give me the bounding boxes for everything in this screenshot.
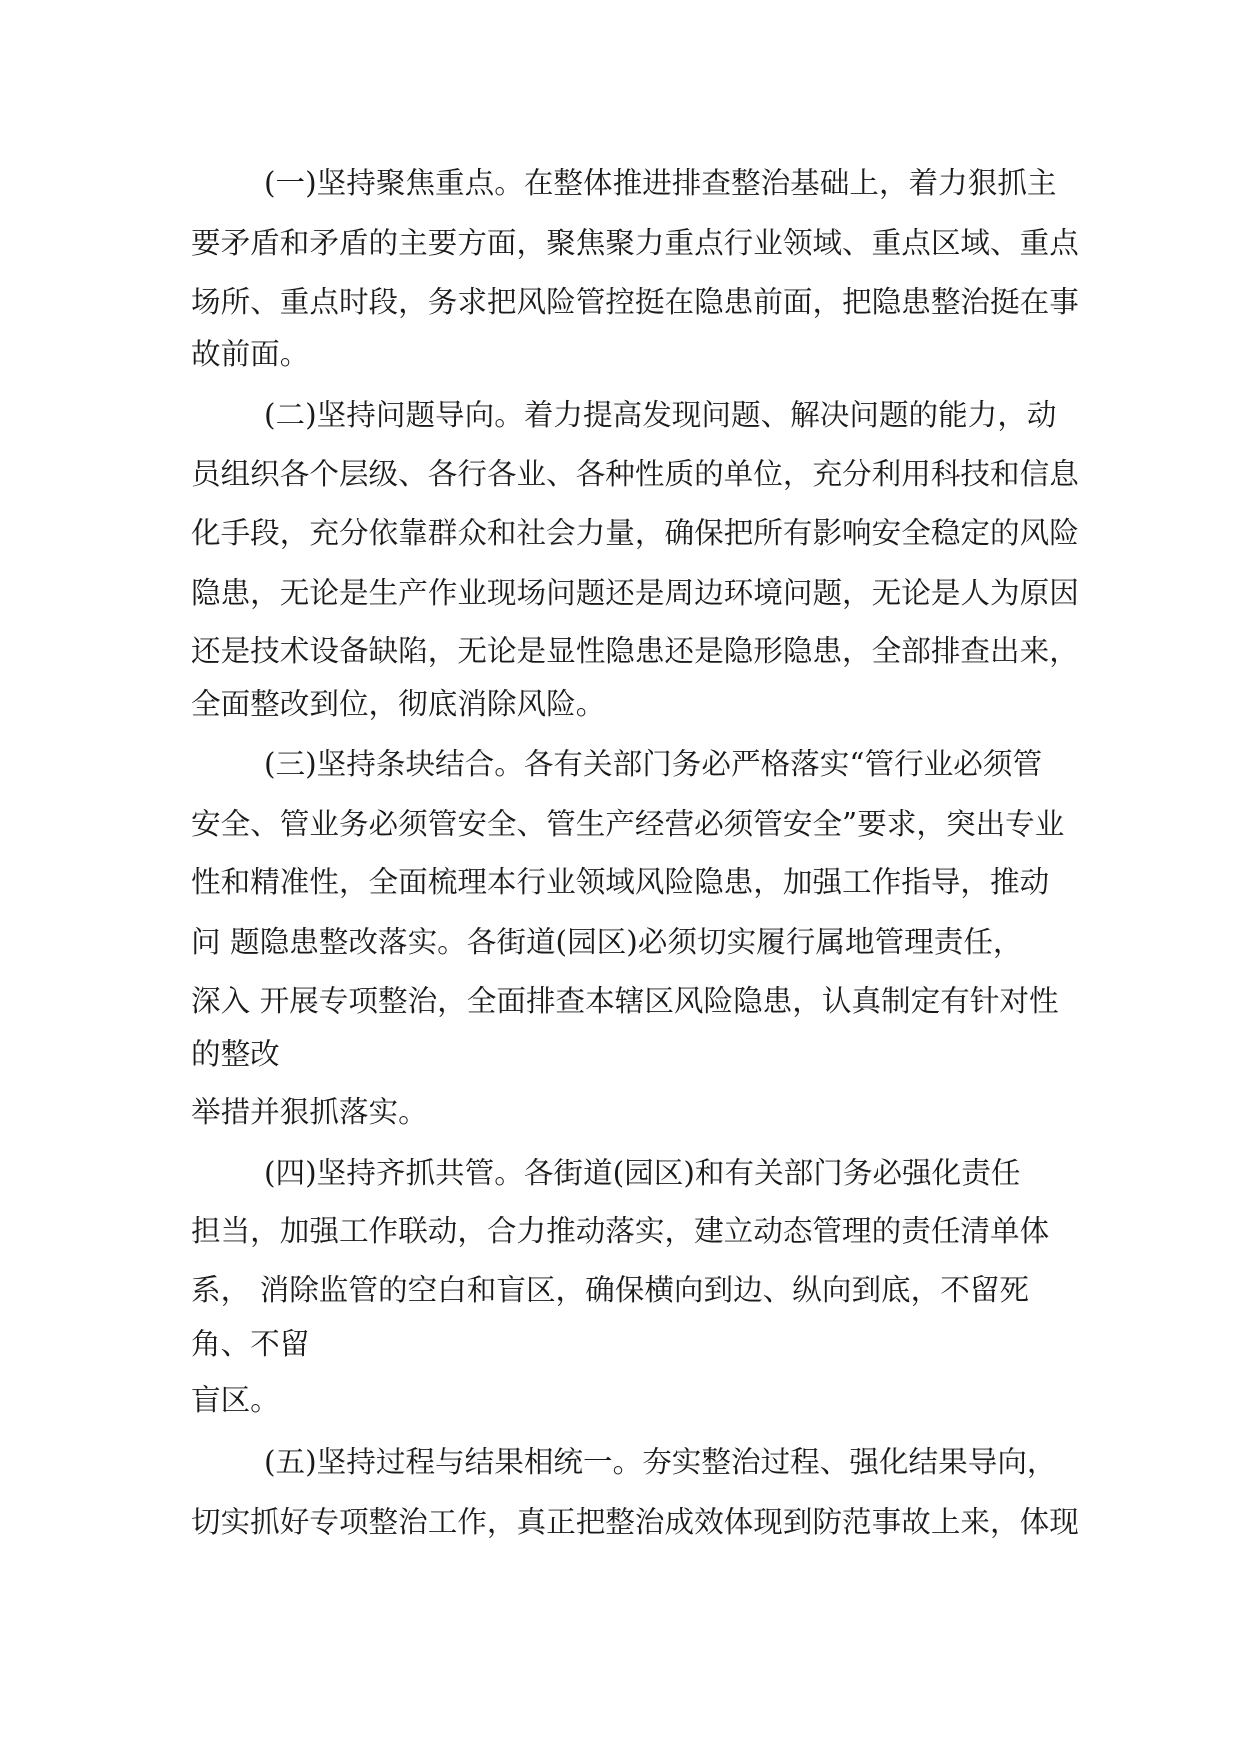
text-line: 员组织各个层级、各行各业、各种性质的单位，充分利用科技和信息 xyxy=(191,457,1079,491)
text-line: 担当，加强工作联动，合力推动落实，建立动态管理的责任清单体 xyxy=(191,1214,1050,1248)
text-line: (五)坚持过程与结果相统一。夯实整治过程、强化结果导向， xyxy=(264,1445,1057,1479)
text-line: 系， 消除监管的空白和盲区，确保横向到边、纵向到底，不留死 xyxy=(191,1273,1030,1307)
text-line: 安全、管业务必须管安全、管生产经营必须管安全”要求，突出专业 xyxy=(191,807,1065,841)
text-line: 深入 开展专项整治，全面排查本辖区风险隐患，认真制定有针对性 xyxy=(191,984,1059,1018)
text-line: 化手段，充分依靠群众和社会力量，确保把所有影响安全稳定的风险 xyxy=(191,516,1079,550)
text-line: 还是技术设备缺陷，无论是显性隐患还是隐形隐患，全部排查出来， xyxy=(191,634,1079,668)
text-line: 的整改 xyxy=(191,1037,280,1071)
text-line: 场所、重点时段，务求把风险管控挺在隐患前面，把隐患整治挺在事 xyxy=(191,285,1079,319)
text-line: (二)坚持问题导向。着力提高发现问题、解决问题的能力，动 xyxy=(264,398,1057,432)
text-line: (一)坚持聚焦重点。在整体推进排查整治基础上，着力狠抓主 xyxy=(264,166,1057,200)
text-line: 盲区。 xyxy=(191,1383,280,1417)
text-line: 全面整改到位，彻底消除风险。 xyxy=(191,687,606,721)
text-line: 故前面。 xyxy=(191,337,310,371)
text-line: 问 题隐患整改落实。各街道(园区)必须切实履行属地管理责任， xyxy=(191,925,1023,959)
text-line: 角、不留 xyxy=(191,1327,310,1361)
text-line: 举措并狠抓落实。 xyxy=(191,1095,428,1129)
text-line: 隐患，无论是生产作业现场问题还是周边环境问题，无论是人为原因 xyxy=(191,576,1079,610)
text-line: (四)坚持齐抓共管。各街道(园区)和有关部门务必强化责任 xyxy=(264,1156,1021,1190)
text-line: 性和精准性，全面梳理本行业领域风险隐患，加强工作指导，推动 xyxy=(191,865,1050,899)
text-line: (三)坚持条块结合。各有关部门务必严格落实“管行业必须管 xyxy=(264,747,1043,781)
text-line: 切实抓好专项整治工作，真正把整治成效体现到防范事故上来，体现 xyxy=(191,1505,1079,1539)
text-line: 要矛盾和矛盾的主要方面，聚焦聚力重点行业领域、重点区域、重点 xyxy=(191,226,1079,260)
